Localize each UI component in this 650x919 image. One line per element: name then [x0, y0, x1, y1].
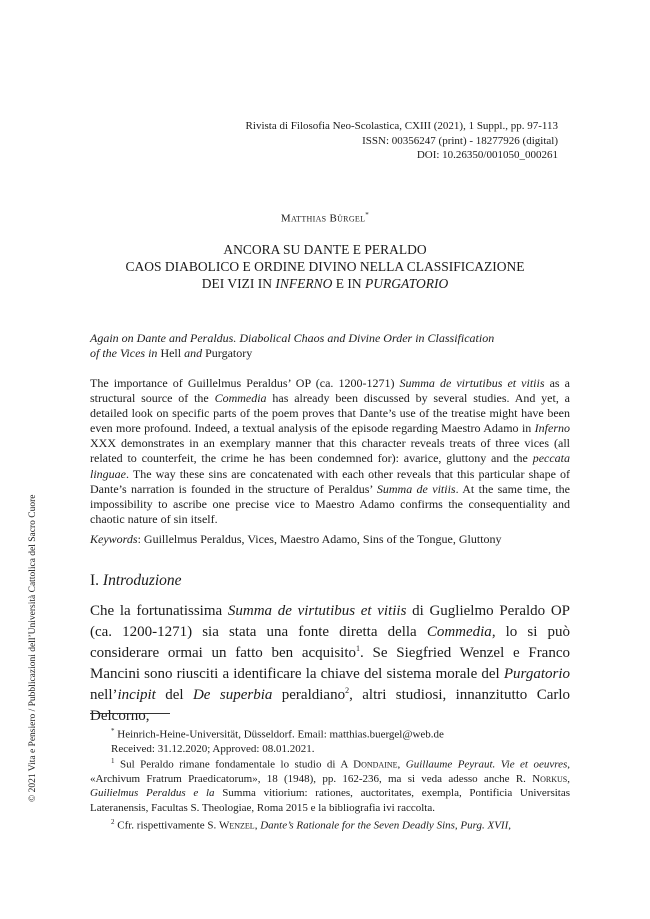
author-line	[0, 211, 650, 225]
body-text: nell’	[90, 687, 118, 703]
english-title-text: and	[181, 346, 206, 360]
abstract-italic: peccata linguae	[90, 451, 570, 481]
body-text: del	[155, 687, 193, 703]
body-italic: Summa de virtutibus et vitiis	[227, 603, 407, 619]
footnote-divider	[90, 713, 170, 714]
body-text: peraldiano	[272, 687, 346, 703]
english-title-text: Again on Dante and Peraldus. Diabolical Chaos and Divine Order in Classification	[90, 331, 495, 345]
title-text: DEI VIZI IN	[201, 276, 276, 291]
body-text: , altri studiosi, innanzitutto Carlo Delcorno,	[90, 687, 571, 724]
title-line-1: ANCORA SU DANTE E PERALDO	[223, 242, 427, 257]
footnote-text: Cfr. rispettivamente S.	[114, 819, 219, 832]
abstract-text: has already been discussed by several studies. And yet, a detailed look on specific parts of the poem proves that Dante’s use of the treatise might have been even more profound. Indeed, a textual analysis of the episode regarding Maestro Adamo in	[90, 391, 570, 436]
body-italic: incipit	[117, 687, 156, 703]
footnotes	[90, 754, 570, 833]
body-text: . Se Siegfried Wenzel e Franco Mancini sono riusciti a identificare la chiave del sistema morale del	[90, 645, 571, 682]
abstract-italic: Inferno	[534, 421, 570, 436]
journal-header	[246, 119, 558, 163]
footnote-text: ,	[508, 819, 512, 832]
abstract-text: The importance of Guillelmus Peraldus’ OP (ca. 1200-1271)	[90, 376, 400, 390]
title-italic: PURGATORIO	[364, 276, 449, 291]
section-number: I.	[90, 572, 103, 589]
footnote-author: Norkus	[532, 772, 568, 785]
abstract-italic: Commedia	[214, 391, 267, 406]
section-title: Introduzione	[102, 572, 182, 589]
author-name: Matthias Bürgel	[280, 212, 366, 225]
english-title-text: of the Vices in	[90, 346, 161, 360]
english-title-upright: Hell	[160, 346, 182, 360]
title-italic: INFERNO	[275, 276, 333, 291]
abstract-text: . The way these sins are concatenated with each other reveals that this particular shape of Dante’s narration is founded in the structure of Peraldus’	[90, 466, 570, 496]
footnote-text: ,	[397, 758, 406, 771]
author-footnote	[111, 724, 571, 757]
abstract-italic: Summa de virtutibus et vitiis	[399, 376, 545, 390]
abstract	[90, 376, 570, 527]
keywords	[90, 532, 570, 547]
journal-issn: ISSN: 00356247 (print) - 18277926 (digital)	[362, 134, 558, 147]
english-title	[90, 331, 570, 361]
author-affiliation: Heinrich-Heine-Universität, Düsseldorf. Email: matthias.buergel@web.de	[114, 728, 444, 741]
footnote-number: 1	[111, 757, 115, 765]
author-footnote-mark: *	[365, 211, 370, 219]
footnote-ref-2[interactable]: 2	[345, 686, 350, 695]
body-text: Che la fortunatissima	[90, 603, 228, 619]
footnote-italic: Dante’s Rationale for the Seven Deadly Sins, Purg. XVII	[260, 819, 509, 832]
footnote-text: Summa vitiorium: rationes, auctoritates, exempla, Pontificia Universitas Lateranensis, Facultas S. Theologiae, Roma 2015 e la bibliografia ivi raccolta.	[90, 787, 571, 814]
body-italic: De superbia	[192, 687, 273, 703]
body-text: di Guglielmo Peraldo OP (ca. 1200-1271) sia stata una fonte diretta della	[90, 603, 570, 640]
footnote-text: , «Archivum Fratrum Praedicatorum», 18 (1948), pp. 162-236, ma si veda adesso anche R.	[90, 758, 571, 785]
copyright-sidebar: © 2021 Vita e Pensiero / Pubblicazioni dell’Università Cattolica del Sacro Cuore	[28, 494, 38, 802]
title-line-2: CAOS DIABOLICO E ORDINE DIVINO NELLA CLASSIFICAZIONE	[125, 259, 525, 274]
footnote-2	[90, 815, 570, 833]
footnote-mark: *	[111, 727, 115, 735]
footnote-text: ,	[254, 819, 261, 832]
abstract-text: . At the same time, the impossibility to ascribe one precise vice to Maestro Adamo confirms the consequentiality and chaotic nature of sin itself.	[90, 481, 570, 526]
article-title	[0, 241, 650, 292]
body-paragraph	[90, 601, 570, 727]
keywords-label: Keywords	[90, 532, 138, 546]
journal-citation: Rivista di Filosofia Neo-Scolastica, CXIII (2021), 1 Suppl., pp. 97-113	[245, 120, 558, 132]
footnote-text: ,	[567, 772, 570, 785]
title-text: E IN	[332, 276, 365, 291]
received-dates: Received: 31.12.2020; Approved: 08.01.2021.	[111, 743, 315, 756]
footnote-ref-1[interactable]: 1	[356, 644, 361, 653]
keywords-list: : Guillelmus Peraldus, Vices, Maestro Adamo, Sins of the Tongue, Gluttony	[137, 532, 502, 546]
journal-doi: DOI: 10.26350/001050_000261	[416, 149, 558, 161]
footnote-1	[90, 754, 570, 815]
footnote-number: 2	[111, 817, 115, 826]
abstract-italic: Summa de vitiis	[376, 481, 456, 496]
title-line-3	[0, 275, 650, 292]
english-title-upright: Purgatory	[205, 346, 253, 360]
footnote-author: Wenzel	[218, 819, 255, 832]
body-text: , lo si può considerare ormai un fatto ben acquisito	[90, 624, 570, 661]
body-italic: Purgatorio	[503, 666, 570, 682]
abstract-text: as a structural source of the	[90, 376, 570, 406]
section-heading	[90, 572, 182, 590]
body-italic: Commedia	[426, 624, 492, 640]
footnote-author: Dondaine	[353, 758, 398, 771]
abstract-text: XXX demonstrates in an exemplary manner that this character reveals treats of three vices (all related to counterfeit, the crime he has been condemned for): avarice, gluttony and the	[90, 436, 570, 466]
footnote-italic: Guilielmus Peraldus e la	[90, 787, 215, 800]
footnote-italic: Guillaume Peyraut. Vie et oeuvres	[405, 758, 568, 771]
footnote-text: Sul Peraldo rimane fondamentale lo studio di A	[114, 758, 354, 771]
